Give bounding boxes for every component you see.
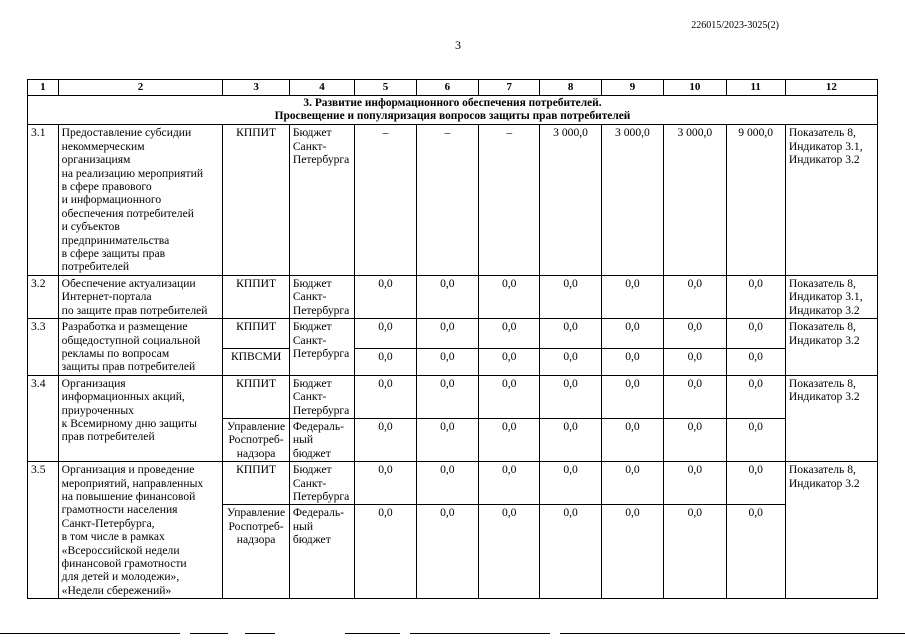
value-cell: 0,0: [479, 319, 540, 349]
value-cell: 0,0: [726, 462, 785, 505]
measure-name-line: на реализацию мероприятий: [61, 166, 204, 180]
value-cell: 0,0: [540, 375, 601, 418]
executor: КПВСМИ: [223, 348, 289, 375]
section-heading: [28, 96, 878, 125]
value-cell: 0,0: [355, 375, 416, 418]
indicator-line: Индикатор 3.2: [788, 303, 860, 317]
executor: КППИТ: [223, 125, 289, 275]
funding-source-line: Петербурга: [292, 346, 350, 360]
indicator-line: Показатель 8,: [788, 376, 856, 390]
executor-line: Роспотреб-: [228, 519, 284, 533]
indicator-line: Индикатор 3.1,: [788, 139, 863, 153]
value-cell: 0,0: [726, 418, 785, 461]
value-cell: 0,0: [540, 319, 601, 349]
executor: КППИТ: [223, 375, 289, 418]
funding-source: [289, 275, 354, 318]
scan-artifact: [0, 633, 180, 634]
measure-name: [58, 462, 223, 599]
measure-name-line: «Недели сбережений»: [61, 583, 172, 597]
document-registration-number: 226015/2023-3025(2): [691, 20, 779, 31]
scan-artifact: [560, 633, 905, 634]
page-number: 3: [455, 38, 461, 52]
measure-name-line: по защите прав потребителей: [61, 303, 208, 317]
row-number: 3.5: [28, 462, 59, 599]
row-number: 3.1: [28, 125, 59, 275]
section-title: 3. Развитие информационного обеспечения потребителей.: [303, 97, 602, 110]
value-cell: 0,0: [479, 418, 540, 461]
executor-line: Роспотреб-: [228, 433, 284, 447]
table-row-3-1: [28, 125, 878, 275]
measure-name-line: Санкт-Петербурга,: [61, 516, 155, 530]
executor-line: Управление: [227, 506, 286, 520]
column-number: 4: [289, 80, 354, 96]
table-row-3-5: [28, 462, 878, 505]
value-cell: 0,0: [601, 319, 663, 349]
value-cell: 0,0: [726, 319, 785, 349]
indicator-line: Показатель 8,: [788, 126, 856, 140]
measure-name-line: Интернет-портала: [61, 290, 152, 304]
column-number: 9: [601, 80, 663, 96]
value-cell: 0,0: [601, 462, 663, 505]
executor: КППИТ: [223, 275, 289, 318]
scan-artifact: [345, 633, 400, 634]
value-cell: 0,0: [726, 348, 785, 375]
funding-source-line: Бюджет: [292, 276, 332, 290]
value-cell: 0,0: [416, 462, 478, 505]
value-cell: 0,0: [540, 462, 601, 505]
measure-name-line: приуроченных: [61, 403, 134, 417]
measure-name-line: Организация и проведение: [61, 463, 195, 477]
column-number: 6: [416, 80, 478, 96]
value-cell: 9 000,0: [726, 125, 785, 275]
measure-name-line: предпринимательства: [61, 233, 170, 247]
value-cell: 0,0: [416, 348, 478, 375]
funding-source: [289, 418, 354, 461]
value-cell: 3 000,0: [664, 125, 726, 275]
value-cell: 0,0: [601, 418, 663, 461]
measure-name-line: финансовой грамотности: [61, 557, 187, 570]
value-cell: 0,0: [664, 275, 726, 318]
value-cell: 0,0: [355, 319, 416, 349]
measure-name-line: организациям: [61, 153, 131, 167]
measure-name: [58, 375, 223, 461]
value-cell: 0,0: [479, 505, 540, 599]
funding-source-line: Санкт-: [292, 390, 327, 404]
value-cell: 0,0: [416, 418, 478, 461]
row-number: 3.3: [28, 319, 59, 376]
section-subtitle: Просвещение и популяризация вопросов защиты прав потребителей: [274, 110, 631, 123]
measure-name-line: «Всероссийской недели: [61, 543, 180, 557]
value-cell: 0,0: [540, 505, 601, 599]
column-number: 5: [355, 80, 416, 96]
funding-source-line: Бюджет: [292, 376, 332, 390]
funding-source-line: Петербурга: [292, 153, 350, 167]
indicator-line: Показатель 8,: [788, 276, 856, 290]
column-number-row: [28, 80, 878, 96]
funding-source-line: ный бюджет: [292, 519, 331, 547]
table-row-3-4: [28, 375, 878, 418]
measure-name-line: к Всемирному дню защиты: [61, 416, 197, 430]
indicator-line: Индикатор 3.1,: [788, 290, 863, 304]
value-cell: 0,0: [416, 505, 478, 599]
value-cell: –: [479, 125, 540, 275]
funding-source: [289, 462, 354, 505]
funding-source-line: Бюджет: [292, 126, 332, 140]
measure-name: [58, 319, 223, 376]
executor-line: надзора: [236, 533, 276, 547]
indicators: [785, 462, 877, 599]
measure-name-line: Разработка и размещение: [61, 320, 188, 334]
measure-name-line: защиты прав потребителей: [61, 360, 196, 374]
measure-name-line: на повышение финансовой: [61, 489, 196, 503]
measure-name-line: потребителей: [61, 260, 130, 274]
funding-source: [289, 375, 354, 418]
funding-source-line: Санкт-: [292, 139, 327, 153]
value-cell: 0,0: [540, 418, 601, 461]
value-cell: 0,0: [479, 275, 540, 318]
indicator-line: Показатель 8,: [788, 463, 856, 477]
measure-name: [58, 275, 223, 318]
value-cell: 0,0: [664, 505, 726, 599]
value-cell: 0,0: [726, 505, 785, 599]
column-number: 1: [28, 80, 59, 96]
scan-artifact: [410, 633, 550, 634]
indicator-line: Показатель 8,: [788, 320, 856, 334]
column-number: 11: [726, 80, 785, 96]
value-cell: 0,0: [479, 375, 540, 418]
value-cell: 0,0: [726, 375, 785, 418]
measure-name-line: Обеспечение актуализации: [61, 276, 196, 290]
value-cell: 0,0: [355, 348, 416, 375]
value-cell: 0,0: [355, 418, 416, 461]
measure-name-line: грамотности населения: [61, 503, 178, 517]
funding-source-line: Федераль-: [292, 419, 345, 433]
table-row-3-2: [28, 275, 878, 318]
scan-artifact: [245, 633, 275, 634]
measure-name-line: обеспечения потребителей: [61, 206, 194, 220]
column-number: 12: [785, 80, 877, 96]
value-cell: –: [416, 125, 478, 275]
measure-name-line: рекламы по вопросам: [61, 346, 170, 360]
value-cell: –: [355, 125, 416, 275]
measure-name-line: и информационного: [61, 193, 162, 207]
column-number: 3: [223, 80, 289, 96]
funding-source-line: Федераль-: [292, 506, 345, 520]
value-cell: 0,0: [601, 375, 663, 418]
value-cell: 0,0: [664, 319, 726, 349]
measure-name-line: Организация: [61, 376, 126, 390]
executor: [223, 418, 289, 461]
executor-line: Управление: [227, 419, 286, 433]
indicators: [785, 375, 877, 461]
section-heading-row: [28, 96, 878, 125]
funding-source-line: Санкт-: [292, 333, 327, 347]
funding-source-line: Бюджет: [292, 320, 332, 334]
row-number: 3.4: [28, 375, 59, 461]
row-number: 3.2: [28, 275, 59, 318]
indicators: [785, 275, 877, 318]
funding-source-line: Бюджет: [292, 463, 332, 477]
value-cell: 0,0: [479, 348, 540, 375]
value-cell: 0,0: [601, 505, 663, 599]
value-cell: 0,0: [664, 418, 726, 461]
indicator-line: Индикатор 3.2: [788, 153, 860, 167]
measure-name-line: в сфере правового: [61, 180, 152, 194]
value-cell: 0,0: [355, 462, 416, 505]
measure-name-line: некоммерческим: [61, 139, 145, 153]
measure-name-line: в сфере защиты прав: [61, 247, 166, 261]
value-cell: 0,0: [664, 348, 726, 375]
value-cell: 0,0: [726, 275, 785, 318]
executor: КППИТ: [223, 319, 289, 349]
measure-name: [58, 125, 223, 275]
value-cell: 3 000,0: [540, 125, 601, 275]
measures-table: [27, 79, 878, 599]
measure-name-line: информационных акций,: [61, 390, 185, 404]
executor: [223, 505, 289, 599]
executor-line: надзора: [236, 446, 276, 460]
value-cell: 0,0: [416, 275, 478, 318]
column-number: 7: [479, 80, 540, 96]
measure-name-line: Предоставление субсидии: [61, 126, 192, 140]
funding-source: [289, 319, 354, 376]
value-cell: 0,0: [355, 505, 416, 599]
value-cell: 0,0: [601, 348, 663, 375]
value-cell: 0,0: [664, 462, 726, 505]
funding-source-line: ный бюджет: [292, 433, 331, 460]
funding-source-line: Петербурга: [292, 489, 350, 503]
measure-name-line: в том числе в рамках: [61, 530, 165, 544]
indicators: [785, 125, 877, 275]
value-cell: 0,0: [479, 462, 540, 505]
value-cell: 0,0: [355, 275, 416, 318]
value-cell: 0,0: [540, 275, 601, 318]
measure-name-line: общедоступной социальной: [61, 333, 201, 347]
scan-artifact: [190, 633, 228, 634]
table-row-3-3: [28, 319, 878, 349]
column-number: 10: [664, 80, 726, 96]
value-cell: 0,0: [540, 348, 601, 375]
funding-source-line: Санкт-: [292, 290, 327, 304]
column-number: 2: [58, 80, 223, 96]
funding-source: [289, 505, 354, 599]
indicator-line: Индикатор 3.2: [788, 333, 860, 347]
value-cell: 0,0: [416, 319, 478, 349]
funding-source-line: Санкт-: [292, 476, 327, 490]
funding-source: [289, 125, 354, 275]
value-cell: 0,0: [601, 275, 663, 318]
column-number: 8: [540, 80, 601, 96]
executor: КППИТ: [223, 462, 289, 505]
funding-source-line: Петербурга: [292, 403, 350, 417]
funding-source-line: Петербурга: [292, 303, 350, 317]
indicator-line: Индикатор 3.2: [788, 476, 860, 490]
value-cell: 3 000,0: [601, 125, 663, 275]
measure-name-line: прав потребителей: [61, 430, 155, 444]
measure-name-line: для детей и молодежи»,: [61, 570, 180, 584]
measure-name-line: мероприятий, направленных: [61, 476, 204, 490]
indicator-line: Индикатор 3.2: [788, 390, 860, 404]
indicators: [785, 319, 877, 376]
value-cell: 0,0: [416, 375, 478, 418]
value-cell: 0,0: [664, 375, 726, 418]
measure-name-line: и субъектов: [61, 220, 120, 234]
